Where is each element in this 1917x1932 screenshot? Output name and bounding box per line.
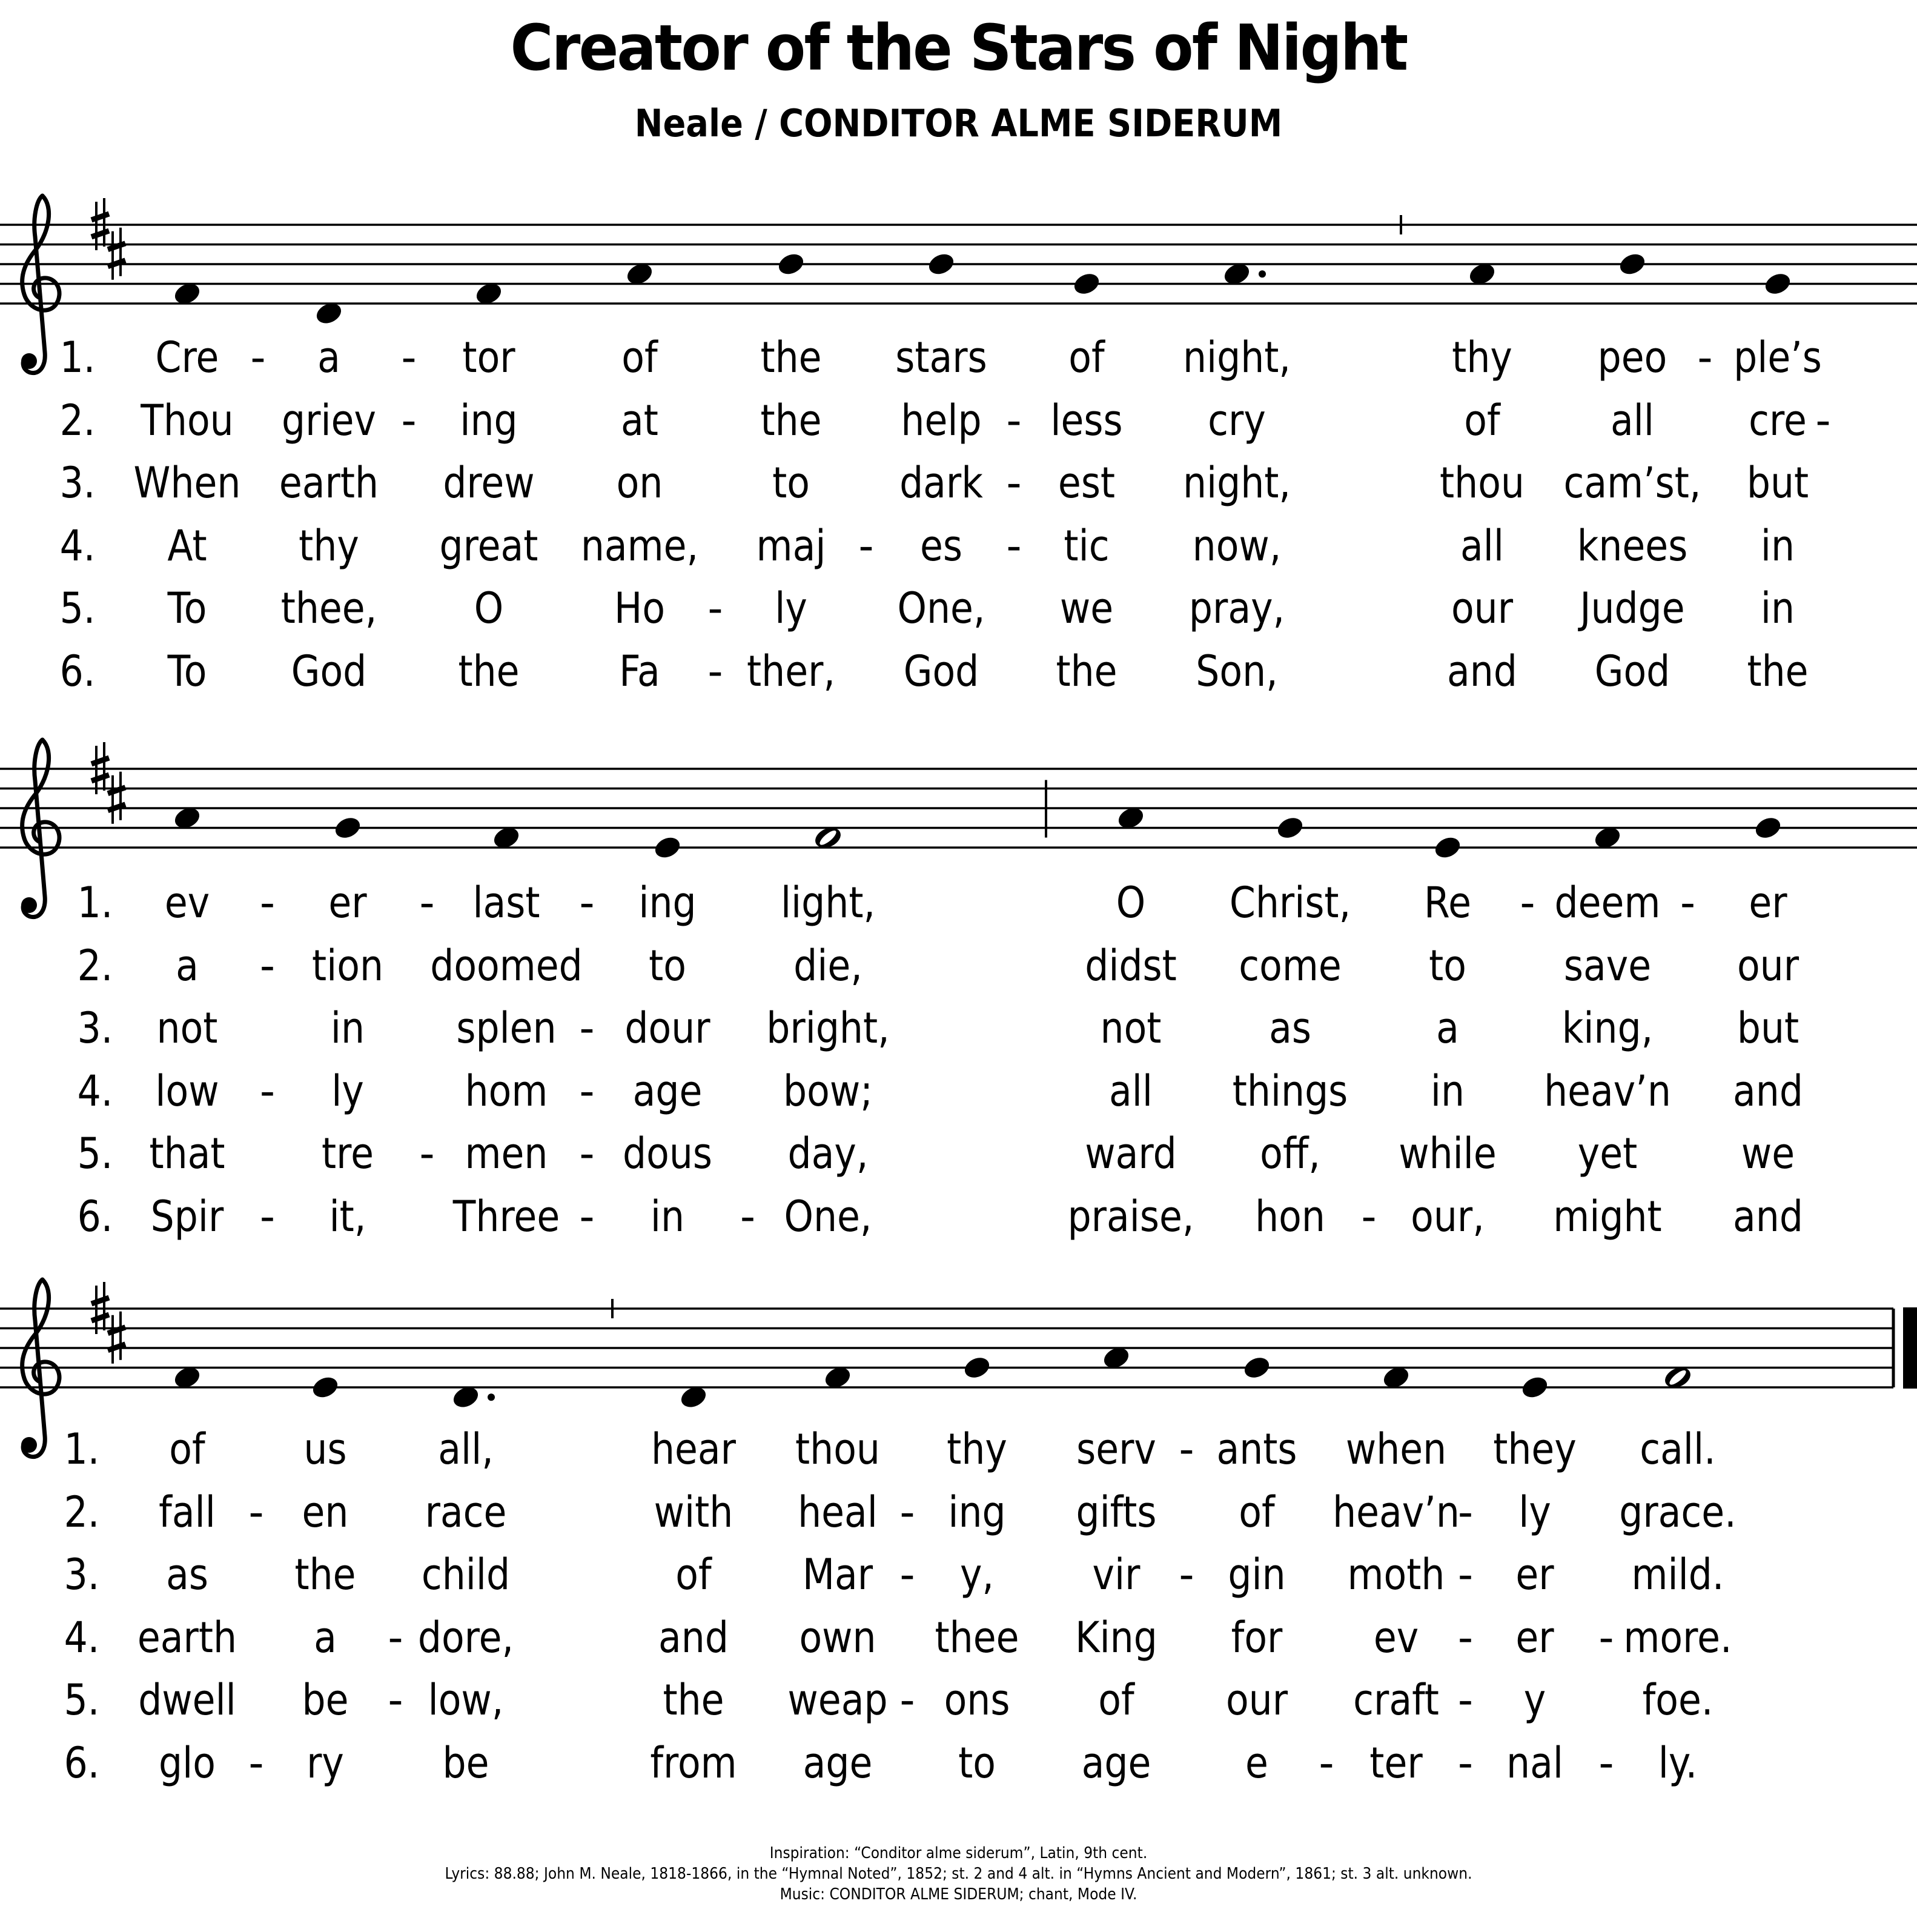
lyric-syllable: when bbox=[1345, 1424, 1447, 1474]
verse-number: 3. bbox=[59, 458, 96, 508]
lyric-syllable: more. bbox=[1623, 1612, 1732, 1662]
lyric-syllable: One, bbox=[784, 1191, 872, 1241]
lyric-syllable: they bbox=[1493, 1424, 1577, 1474]
lyric-syllable: griev bbox=[282, 395, 376, 445]
lyric-syllable: dour bbox=[624, 1003, 710, 1053]
lyric-syllable: child bbox=[421, 1550, 511, 1599]
lyric-syllable: in bbox=[650, 1191, 685, 1241]
syllable-hyphen: - bbox=[388, 1612, 403, 1662]
syllable-hyphen: - bbox=[259, 940, 276, 991]
lyric-syllable: At bbox=[167, 520, 207, 571]
lyric-syllable: last bbox=[472, 878, 540, 928]
syllable-hyphen: - bbox=[1457, 1612, 1474, 1662]
syllable-hyphen: - bbox=[579, 1191, 595, 1241]
note-head bbox=[310, 1374, 341, 1401]
lyric-syllable: O bbox=[474, 583, 504, 633]
lyric-syllable: er bbox=[1515, 1612, 1554, 1662]
lyric-syllable: on bbox=[616, 458, 663, 508]
lyric-syllable: thy bbox=[947, 1424, 1007, 1474]
lyric-syllable: as bbox=[1269, 1003, 1311, 1053]
verse-4-line-3 bbox=[0, 1612, 1917, 1665]
syllable-hyphen: - bbox=[1457, 1738, 1474, 1788]
lyric-syllable: the bbox=[1747, 646, 1809, 696]
lyric-syllable: call. bbox=[1640, 1424, 1716, 1474]
lyric-syllable: in bbox=[1430, 1066, 1465, 1116]
lyric-syllable: save bbox=[1563, 940, 1652, 991]
note-head bbox=[962, 1354, 993, 1381]
syllable-hyphen: - bbox=[1598, 1738, 1614, 1788]
verse-6-line-3 bbox=[0, 1738, 1917, 1790]
sharp-c-icon bbox=[108, 1312, 125, 1364]
lyric-syllable: day, bbox=[787, 1129, 869, 1178]
lyric-syllable: drew bbox=[443, 458, 535, 508]
lyric-syllable: thy bbox=[299, 520, 359, 571]
syllable-hyphen: - bbox=[1457, 1487, 1474, 1537]
lyric-syllable: the bbox=[760, 395, 822, 445]
syllable-hyphen: - bbox=[401, 395, 417, 445]
lyric-syllable: To bbox=[167, 583, 207, 633]
lyric-syllable: own bbox=[799, 1612, 876, 1662]
lyric-syllable: of bbox=[169, 1424, 205, 1474]
lyric-syllable: ev bbox=[164, 878, 210, 928]
lyric-syllable: and bbox=[1447, 646, 1517, 696]
lyric-syllable: low bbox=[155, 1066, 219, 1116]
lyric-syllable: for bbox=[1231, 1612, 1283, 1662]
syllable-hyphen: - bbox=[250, 333, 266, 382]
lyric-syllable: y bbox=[1523, 1675, 1546, 1725]
syllable-hyphen: - bbox=[858, 520, 874, 571]
lyric-syllable: we bbox=[1059, 583, 1114, 633]
lyric-syllable: Thou bbox=[141, 395, 234, 445]
lyric-syllable: dark bbox=[899, 458, 983, 508]
lyric-syllable: a bbox=[176, 940, 199, 991]
lyric-syllable: ther, bbox=[746, 646, 836, 696]
lyric-syllable: deem bbox=[1554, 878, 1661, 928]
lyric-syllable: ing bbox=[638, 878, 697, 928]
lyric-syllable: grace. bbox=[1619, 1487, 1737, 1537]
lyric-syllable: ly. bbox=[1658, 1738, 1698, 1788]
lyric-syllable: splen bbox=[456, 1003, 557, 1053]
lyric-syllable: ing bbox=[948, 1487, 1006, 1537]
lyric-syllable: maj bbox=[756, 520, 826, 571]
lyric-syllable: dous bbox=[623, 1129, 712, 1178]
lyric-syllable: ly bbox=[331, 1066, 364, 1116]
lyric-syllable: stars bbox=[895, 333, 987, 382]
lyric-syllable: ry bbox=[306, 1738, 344, 1788]
verse-number: 3. bbox=[77, 1003, 113, 1053]
lyric-syllable: hom bbox=[465, 1066, 548, 1116]
lyric-syllable: tre bbox=[321, 1129, 374, 1178]
syllable-hyphen: - bbox=[740, 1191, 756, 1241]
verse-number: 1. bbox=[77, 878, 113, 928]
note-head bbox=[1242, 1354, 1273, 1381]
lyric-syllable: dwell bbox=[138, 1675, 236, 1725]
lyric-syllable: es bbox=[919, 520, 963, 571]
lyric-syllable: weap bbox=[787, 1675, 888, 1725]
verse-number: 6. bbox=[64, 1738, 100, 1788]
lyric-syllable: foe. bbox=[1642, 1675, 1713, 1725]
lyric-syllable: night, bbox=[1182, 458, 1291, 508]
lyric-syllable: cry bbox=[1208, 395, 1266, 445]
lyric-syllable: a bbox=[1436, 1003, 1459, 1053]
lyric-syllable: er bbox=[328, 878, 367, 928]
lyric-syllable: to bbox=[649, 940, 686, 991]
lyric-syllable: our bbox=[1737, 940, 1799, 991]
lyric-syllable: thee, bbox=[280, 583, 377, 633]
lyric-syllable: peo bbox=[1597, 333, 1667, 382]
lyric-syllable: cam’st, bbox=[1563, 458, 1701, 508]
lyric-syllable: all, bbox=[438, 1424, 494, 1474]
lyric-syllable: of bbox=[621, 333, 658, 382]
lyric-syllable: O bbox=[1116, 878, 1146, 928]
lyric-syllable: race bbox=[425, 1487, 507, 1537]
lyric-syllable: in bbox=[1760, 520, 1795, 571]
lyric-syllable: gin bbox=[1228, 1550, 1286, 1599]
lyric-syllable: ons bbox=[944, 1675, 1010, 1725]
lyric-syllable: all bbox=[1109, 1066, 1153, 1116]
lyric-syllable: thou bbox=[795, 1424, 880, 1474]
credits-footer bbox=[96, 1843, 1821, 1905]
lyric-syllable: fall bbox=[159, 1487, 216, 1537]
lyric-syllable: but bbox=[1737, 1003, 1799, 1053]
syllable-hyphen: - bbox=[579, 878, 595, 928]
lyric-syllable: praise, bbox=[1067, 1191, 1194, 1241]
syllable-hyphen: - bbox=[707, 583, 723, 633]
syllable-hyphen: - bbox=[419, 1129, 435, 1178]
lyric-syllable: cre bbox=[1749, 395, 1807, 445]
lyric-syllable: thee bbox=[935, 1612, 1019, 1662]
syllable-hyphen: - bbox=[1680, 878, 1696, 928]
syllable-hyphen: - bbox=[388, 1675, 403, 1725]
lyric-syllable: age bbox=[803, 1738, 873, 1788]
syllable-hyphen: - bbox=[259, 1066, 276, 1116]
lyric-syllable: earth bbox=[137, 1612, 237, 1662]
lyric-syllable: tic bbox=[1064, 520, 1110, 571]
syllable-hyphen: - bbox=[1457, 1550, 1474, 1599]
verse-number: 4. bbox=[59, 520, 96, 571]
syllable-hyphen: - bbox=[1006, 395, 1022, 445]
lyric-syllable: the bbox=[458, 646, 520, 696]
syllable-hyphen: - bbox=[1457, 1675, 1474, 1725]
music-credit: Music: CONDITOR ALME SIDERUM; chant, Mode IV. bbox=[780, 1885, 1137, 1904]
lyric-syllable: en bbox=[302, 1487, 349, 1537]
verse-number: 5. bbox=[59, 583, 96, 633]
verse-number: 2. bbox=[77, 940, 113, 991]
lyric-syllable: as bbox=[166, 1550, 208, 1599]
syllable-hyphen: - bbox=[579, 1066, 595, 1116]
lyric-syllable: hear bbox=[651, 1424, 737, 1474]
lyric-syllable: all bbox=[1611, 395, 1654, 445]
inspiration-credit: Inspiration: “Conditor alme siderum”, Latin, 9th cent. bbox=[769, 1844, 1148, 1862]
lyric-syllable: gifts bbox=[1076, 1487, 1157, 1537]
lyric-syllable: Christ, bbox=[1229, 878, 1351, 928]
lyric-syllable: moth bbox=[1347, 1550, 1445, 1599]
lyric-syllable: age bbox=[1081, 1738, 1151, 1788]
lyric-syllable: tor bbox=[462, 333, 515, 382]
lyric-syllable: ward bbox=[1085, 1129, 1177, 1178]
lyric-syllable: night, bbox=[1182, 333, 1291, 382]
lyric-syllable: Ho bbox=[614, 583, 666, 633]
hymn-subtitle: Neale / CONDITOR ALME SIDERUM bbox=[634, 101, 1283, 145]
syllable-hyphen: - bbox=[707, 646, 723, 696]
lyric-syllable: might bbox=[1553, 1191, 1662, 1241]
syllable-hyphen: - bbox=[259, 1191, 276, 1241]
syllable-hyphen: - bbox=[1697, 333, 1713, 382]
lyric-syllable: be bbox=[442, 1738, 489, 1788]
lyric-syllable: yet bbox=[1577, 1129, 1638, 1178]
verse-2-line-3 bbox=[0, 1487, 1917, 1539]
verse-number: 6. bbox=[59, 646, 96, 696]
verse-number: 5. bbox=[77, 1129, 113, 1178]
syllable-hyphen: - bbox=[1006, 458, 1022, 508]
lyric-syllable: God bbox=[291, 646, 367, 696]
lyric-syllable: God bbox=[1594, 646, 1670, 696]
lyric-syllable: men bbox=[465, 1129, 548, 1178]
lyric-syllable: craft bbox=[1353, 1675, 1439, 1725]
syllable-hyphen: - bbox=[899, 1487, 915, 1537]
lyric-syllable: not bbox=[156, 1003, 218, 1053]
syllable-hyphen: - bbox=[1361, 1191, 1377, 1241]
lyric-syllable: with bbox=[654, 1487, 733, 1537]
lyric-syllable: ing bbox=[460, 395, 518, 445]
lyric-syllable: earth bbox=[279, 458, 379, 508]
lyric-syllable: doomed bbox=[430, 940, 583, 991]
lyric-syllable: est bbox=[1058, 458, 1116, 508]
lyric-syllable: name, bbox=[580, 520, 699, 571]
lyric-syllable: of bbox=[1464, 395, 1500, 445]
lyric-syllable: to bbox=[772, 458, 810, 508]
lyric-syllable: thy bbox=[1452, 333, 1512, 382]
lyric-syllable: not bbox=[1100, 1003, 1162, 1053]
lyric-syllable: When bbox=[133, 458, 241, 508]
lyric-syllable: hon bbox=[1255, 1191, 1325, 1241]
lyric-syllable: our bbox=[1225, 1675, 1288, 1725]
lyric-syllable: vir bbox=[1092, 1550, 1141, 1599]
syllable-hyphen: - bbox=[579, 1129, 595, 1178]
lyric-syllable: but bbox=[1746, 458, 1809, 508]
lyric-syllable: Mar bbox=[802, 1550, 873, 1599]
lyric-syllable: things bbox=[1232, 1066, 1348, 1116]
lyric-syllable: er bbox=[1515, 1550, 1554, 1599]
lyric-syllable: it, bbox=[329, 1191, 366, 1241]
lyric-syllable: a bbox=[314, 1612, 337, 1662]
syllable-hyphen: - bbox=[419, 878, 435, 928]
note-head bbox=[1520, 1374, 1551, 1401]
lyric-syllable: Son, bbox=[1196, 646, 1278, 696]
lyric-syllable: be bbox=[302, 1675, 349, 1725]
syllable-hyphen: - bbox=[1179, 1424, 1194, 1474]
lyric-syllable: that bbox=[149, 1129, 225, 1178]
lyric-syllable: to bbox=[958, 1738, 996, 1788]
lyric-syllable: e bbox=[1245, 1738, 1268, 1788]
syllable-hyphen: - bbox=[401, 333, 417, 382]
lyric-syllable: the bbox=[294, 1550, 356, 1599]
lyric-syllable: God bbox=[903, 646, 979, 696]
lyrics-credit: Lyrics: 88.88; John M. Neale, 1818-1866, in the “Hymnal Noted”, 1852; st. 2 and 4 alt. in “Hymns Ancient and Modern”, 1861; st. 3 alt. unknown. bbox=[445, 1865, 1472, 1883]
lyric-syllable: Spir bbox=[150, 1191, 224, 1241]
augmentation-dot bbox=[488, 1393, 495, 1401]
lyric-syllable: help bbox=[901, 395, 982, 445]
verse-5-line-3 bbox=[0, 1675, 1917, 1727]
verse-number: 4. bbox=[77, 1066, 113, 1116]
lyric-syllable: Judge bbox=[1580, 583, 1685, 633]
lyric-syllable: glo bbox=[159, 1738, 216, 1788]
lyric-syllable: our, bbox=[1411, 1191, 1485, 1241]
lyric-syllable: and bbox=[1733, 1191, 1803, 1241]
lyric-syllable: heav’n bbox=[1544, 1066, 1671, 1116]
lyric-syllable: To bbox=[167, 646, 207, 696]
verse-number: 5. bbox=[64, 1675, 100, 1725]
lyric-syllable: our bbox=[1451, 583, 1514, 633]
lyric-syllable: dore, bbox=[417, 1612, 514, 1662]
lyric-syllable: while bbox=[1399, 1129, 1497, 1178]
lyric-syllable: us bbox=[303, 1424, 347, 1474]
lyric-syllable: ple’s bbox=[1733, 333, 1822, 382]
lyric-syllable: light, bbox=[780, 878, 876, 928]
syllable-hyphen: - bbox=[899, 1675, 915, 1725]
lyric-syllable: ly bbox=[775, 583, 807, 633]
lyric-syllable: Re bbox=[1424, 878, 1471, 928]
syllable-hyphen: - bbox=[1006, 520, 1022, 571]
lyric-syllable: heal bbox=[798, 1487, 878, 1537]
lyric-syllable: from bbox=[650, 1738, 737, 1788]
lyric-syllable: we bbox=[1741, 1129, 1795, 1178]
syllable-hyphen: - bbox=[248, 1738, 264, 1788]
lyric-syllable: Three bbox=[452, 1191, 560, 1241]
lyric-syllable: and bbox=[1733, 1066, 1803, 1116]
syllable-hyphen: - bbox=[1598, 1612, 1614, 1662]
lyric-syllable: serv bbox=[1076, 1424, 1156, 1474]
lyric-syllable: King bbox=[1075, 1612, 1157, 1662]
syllable-hyphen: - bbox=[1179, 1550, 1194, 1599]
verse-number: 2. bbox=[64, 1487, 100, 1537]
syllable-hyphen: - bbox=[1319, 1738, 1334, 1788]
lyric-syllable: king, bbox=[1561, 1003, 1654, 1053]
lyric-syllable: the bbox=[663, 1675, 724, 1725]
lyric-syllable: mild. bbox=[1631, 1550, 1724, 1599]
lyric-syllable: knees bbox=[1577, 520, 1688, 571]
hymn-title: Creator of the Stars of Night bbox=[510, 11, 1407, 85]
lyric-syllable: thou bbox=[1440, 458, 1525, 508]
lyric-syllable: ev bbox=[1373, 1612, 1419, 1662]
lyric-syllable: the bbox=[760, 333, 822, 382]
lyric-syllable: die, bbox=[793, 940, 862, 991]
lyric-syllable: heav’n bbox=[1333, 1487, 1460, 1537]
lyric-syllable: bright, bbox=[766, 1003, 890, 1053]
lyric-syllable: of bbox=[1239, 1487, 1275, 1537]
lyric-syllable: bow; bbox=[783, 1066, 873, 1116]
verse-number: 3. bbox=[64, 1550, 100, 1599]
lyric-syllable: of bbox=[675, 1550, 712, 1599]
final-barline-thick bbox=[1903, 1307, 1917, 1389]
lyric-syllable: in bbox=[330, 1003, 365, 1053]
syllable-hyphen: - bbox=[1520, 878, 1535, 928]
syllable-hyphen: - bbox=[899, 1550, 915, 1599]
lyric-syllable: less bbox=[1050, 395, 1123, 445]
lyric-syllable: great bbox=[439, 520, 538, 571]
lyric-syllable: pray, bbox=[1188, 583, 1285, 633]
lyric-syllable: come bbox=[1239, 940, 1342, 991]
lyric-syllable: of bbox=[1098, 1675, 1134, 1725]
lyric-syllable: age bbox=[632, 1066, 703, 1116]
verse-number: 4. bbox=[64, 1612, 100, 1662]
lyric-syllable: and bbox=[658, 1612, 729, 1662]
lyric-syllable: er bbox=[1749, 878, 1787, 928]
verse-number: 1. bbox=[59, 333, 96, 382]
lyric-syllable: nal bbox=[1506, 1738, 1563, 1788]
lyric-syllable: off, bbox=[1260, 1129, 1320, 1178]
lyric-syllable: ter bbox=[1369, 1738, 1423, 1788]
verse-number: 1. bbox=[64, 1424, 100, 1474]
lyric-syllable: One, bbox=[897, 583, 985, 633]
lyric-syllable: all bbox=[1460, 520, 1504, 571]
lyric-syllable: the bbox=[1056, 646, 1117, 696]
lyric-syllable: of bbox=[1068, 333, 1105, 382]
lyric-syllable: Cre bbox=[155, 333, 219, 382]
lyric-syllable: at bbox=[621, 395, 658, 445]
syllable-hyphen: - bbox=[1815, 395, 1831, 445]
lyric-syllable: low, bbox=[428, 1675, 504, 1725]
lyric-syllable: in bbox=[1760, 583, 1795, 633]
syllable-hyphen: - bbox=[579, 1003, 595, 1053]
lyric-syllable: a bbox=[317, 333, 340, 382]
verse-number: 2. bbox=[59, 395, 96, 445]
lyric-syllable: didst bbox=[1085, 940, 1177, 991]
syllable-hyphen: - bbox=[248, 1487, 264, 1537]
lyric-syllable: y, bbox=[959, 1550, 995, 1599]
syllable-hyphen: - bbox=[259, 878, 276, 928]
lyric-syllable: now, bbox=[1192, 520, 1282, 571]
lyric-syllable: ly bbox=[1518, 1487, 1551, 1537]
verse-3-line-3 bbox=[0, 1550, 1917, 1602]
lyric-syllable: to bbox=[1429, 940, 1466, 991]
verse-1-line-3 bbox=[0, 1424, 1917, 1476]
lyric-syllable: ants bbox=[1216, 1424, 1297, 1474]
lyric-syllable: Fa bbox=[619, 646, 660, 696]
verse-number: 6. bbox=[77, 1191, 113, 1241]
lyric-syllable: tion bbox=[311, 940, 384, 991]
